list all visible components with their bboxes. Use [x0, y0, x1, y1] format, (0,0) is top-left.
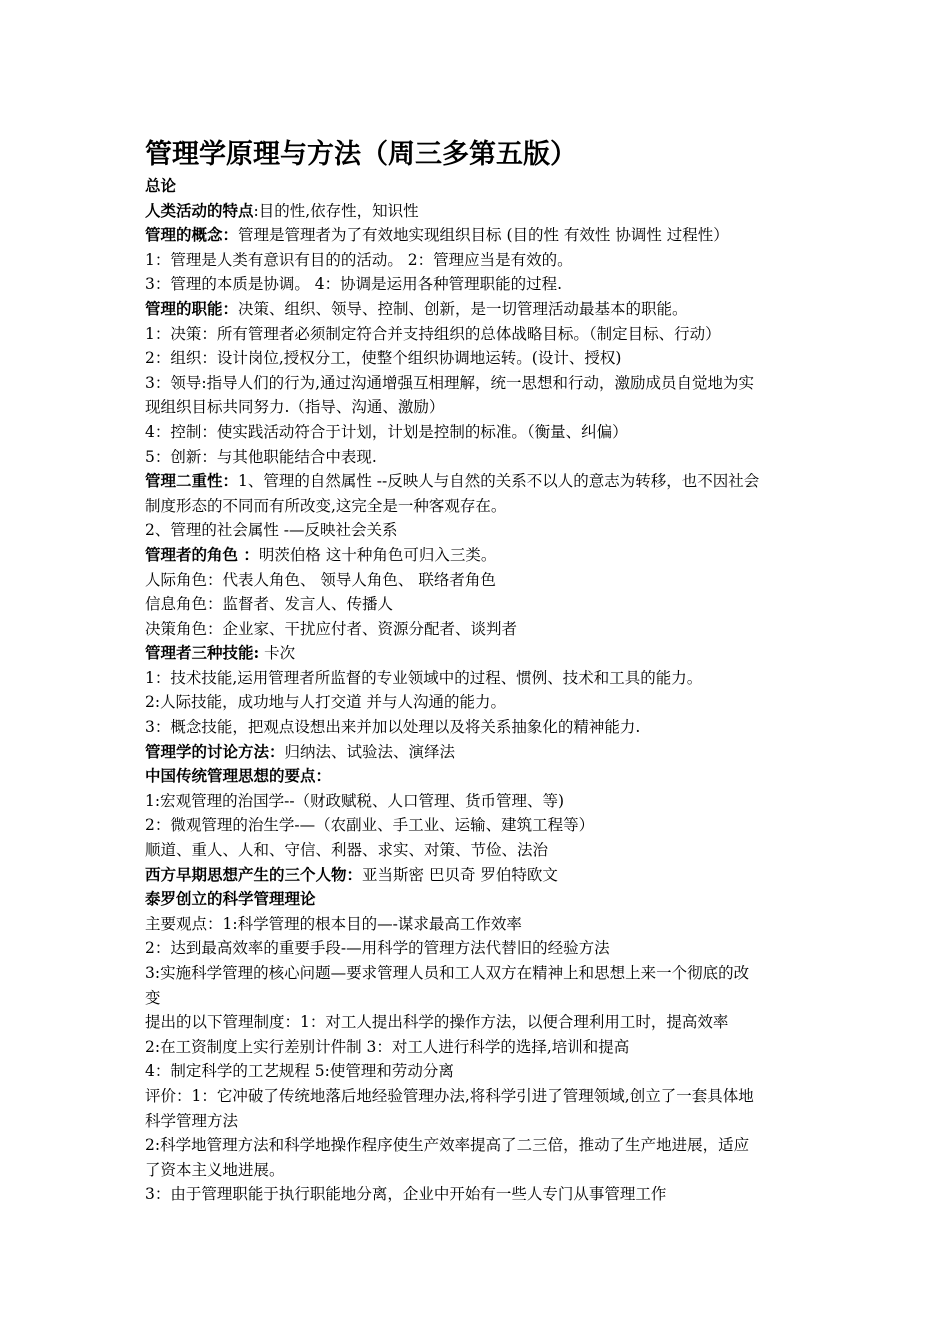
- paragraph-line: [145, 789, 810, 814]
- paragraph-line: [145, 1084, 810, 1109]
- line-text: 3：概念技能，把观点设想出来并加以处理以及将关系抽象化的精神能力.: [145, 718, 641, 737]
- bold-heading: 总论: [145, 176, 177, 195]
- paragraph-line: [145, 936, 810, 961]
- line-text: 决策角色：企业家、干扰应付者、资源分配者、谈判者: [145, 619, 518, 638]
- line-text: 主要观点：1:科学管理的根本目的—-谋求最高工作效率: [145, 914, 522, 933]
- paragraph-line: [145, 420, 810, 445]
- line-text: 5：创新：与其他职能结合中表现.: [145, 447, 377, 466]
- paragraph-line: [145, 863, 810, 888]
- line-text: 1：技术技能,运用管理者所监督的专业领域中的过程、惯例、技术和工具的能力。: [145, 668, 703, 687]
- paragraph-line: [145, 518, 810, 543]
- paragraph-line: [145, 199, 810, 224]
- paragraph-line: [145, 469, 810, 494]
- document-title: 管理学原理与方法（周三多第五版）: [145, 139, 577, 170]
- paragraph-line: [145, 1158, 810, 1183]
- line-text: 卡次: [259, 644, 296, 663]
- paragraph-line: [145, 641, 810, 666]
- paragraph-line: [145, 740, 810, 765]
- line-text: 3:实施科学管理的核心问题—要求管理人员和工人双方在精神上和思想上来一个彻底的改: [145, 964, 750, 982]
- paragraph-line: [145, 1010, 810, 1035]
- line-text: 2：微观管理的治生学-—（农副业、手工业、运输、建筑工程等）: [145, 816, 595, 835]
- bold-heading: 管理学的讨论方法：: [145, 741, 285, 761]
- line-text: 3：由于管理职能于执行职能地分离，企业中开始有一些人专门从事管理工作: [145, 1185, 667, 1204]
- bold-heading: 西方早期思想产生的三个人物：: [145, 864, 363, 884]
- paragraph-line: [145, 666, 810, 691]
- paragraph-line: [145, 1035, 810, 1060]
- line-text: 1：决策：所有管理者必须制定符合并支持组织的总体战略目标。（制定目标、行动）: [145, 324, 721, 343]
- line-text: 明茨伯格 这十种角色可归入三类。: [258, 545, 497, 564]
- paragraph-line: [145, 912, 810, 937]
- line-text: 提出的以下管理制度：1：对工人提出科学的操作方法，以便合理利用工时，提高效率: [145, 1013, 729, 1032]
- bold-heading: 中国传统管理思想的要点：: [145, 766, 332, 786]
- line-text: 2:科学地管理方法和科学地操作程序使生产效率提高了二三倍，推动了生产地进展，适应: [145, 1136, 750, 1155]
- line-text: 2：达到最高效率的重要手段-—用科学的管理方法代替旧的经验方法: [145, 939, 610, 958]
- paragraph-line: [145, 568, 810, 593]
- paragraph-line: [145, 248, 810, 273]
- paragraph-line: [145, 543, 810, 568]
- paragraph-line: [145, 371, 810, 396]
- paragraph-line: [145, 1182, 810, 1207]
- paragraph-line: [145, 961, 810, 986]
- bold-heading: 管理者三种技能:: [145, 643, 260, 663]
- paragraph-line: [145, 174, 810, 199]
- paragraph-line: [145, 297, 810, 322]
- paragraph-line: [145, 1133, 810, 1158]
- line-text: 3：管理的本质是协调。 4：协调是运用各种管理职能的过程.: [145, 275, 563, 294]
- line-text: 3：领导:指导人们的行为,通过沟通增强互相理解，统一思想和行动，激励成员自觉地为实: [145, 373, 755, 392]
- line-text: 信息角色：监督者、发言人、传播人: [145, 595, 394, 614]
- paragraph-line: [145, 887, 810, 912]
- line-text: 科学管理方法: [145, 1111, 239, 1130]
- paragraph-line: [145, 813, 810, 838]
- line-text: :目的性,依存性，知识性: [253, 201, 419, 220]
- line-text: 2、管理的社会属性 -—反映社会关系: [145, 521, 398, 540]
- bold-heading: 管理的概念：: [145, 225, 239, 245]
- bold-heading: 人类活动的特点: [145, 200, 254, 220]
- paragraph-line: [145, 346, 810, 371]
- line-text: 管理是管理者为了有效地实现组织目标 (目的性 有效性 协调性 过程性）: [238, 226, 729, 245]
- line-text: 2：组织：设计岗位,授权分工，使整个组织协调地运转。(设计、授权): [145, 349, 622, 368]
- line-text: 4：控制：使实践活动符合于计划，计划是控制的标准。（衡量、纠偏）: [145, 422, 628, 441]
- line-text: 制度形态的不同而有所改变,这完全是一种客观存在。: [145, 496, 507, 515]
- document-body: [145, 174, 810, 1207]
- paragraph-line: [145, 494, 810, 519]
- line-text: 决策、组织、领导、控制、创新，是一切管理活动最基本的职能。: [238, 299, 688, 318]
- line-text: 现组织目标共同努力.（指导、沟通、激励）: [145, 398, 445, 417]
- line-text: 变: [145, 988, 161, 1007]
- paragraph-line: [145, 715, 810, 740]
- paragraph-line: [145, 272, 810, 297]
- line-text: 归纳法、试验法、演绎法: [284, 742, 456, 761]
- bold-heading: 管理者的角色 ：: [145, 544, 259, 564]
- paragraph-line: [145, 223, 810, 248]
- line-text: 评价：1：它冲破了传统地落后地经验管理办法,将科学引进了管理领域,创立了一套具体地: [145, 1086, 754, 1105]
- paragraph-line: [145, 617, 810, 642]
- line-text: 了资本主义地进展。: [145, 1160, 285, 1179]
- line-text: 1、管理的自然属性 --反映人与自然的关系不以人的意志为转移，也不因社会: [238, 472, 760, 491]
- line-text: 2:在工资制度上实行差别计件制 3：对工人进行科学的选择,培训和提高: [145, 1037, 630, 1056]
- paragraph-line: [145, 445, 810, 470]
- line-text: 1：管理是人类有意识有目的的活动。 2：管理应当是有效的。: [145, 250, 573, 269]
- paragraph-line: [145, 764, 810, 789]
- bold-heading: 泰罗创立的科学管理理论: [145, 889, 316, 909]
- line-text: 顺道、重人、人和、守信、利器、求实、对策、节俭、法治: [145, 841, 549, 860]
- paragraph-line: [145, 322, 810, 347]
- line-text: 人际角色：代表人角色、 领导人角色、 联络者角色: [145, 570, 496, 589]
- line-text: 2:人际技能，成功地与人打交道 并与人沟通的能力。: [145, 693, 507, 712]
- bold-heading: 管理的职能：: [145, 298, 239, 318]
- line-text: 1:宏观管理的治国学--（财政赋税、人口管理、货币管理、等): [145, 791, 565, 810]
- paragraph-line: [145, 986, 810, 1011]
- paragraph-line: [145, 395, 810, 420]
- paragraph-line: [145, 592, 810, 617]
- bold-heading: 管理二重性：: [145, 471, 239, 491]
- line-text: 4：制定科学的工艺规程 5:使管理和劳动分离: [145, 1062, 454, 1081]
- paragraph-line: [145, 838, 810, 863]
- line-text: 亚当斯密 巴贝奇 罗伯特欧文: [362, 865, 558, 884]
- paragraph-line: [145, 690, 810, 715]
- paragraph-line: [145, 1059, 810, 1084]
- paragraph-line: [145, 1109, 810, 1134]
